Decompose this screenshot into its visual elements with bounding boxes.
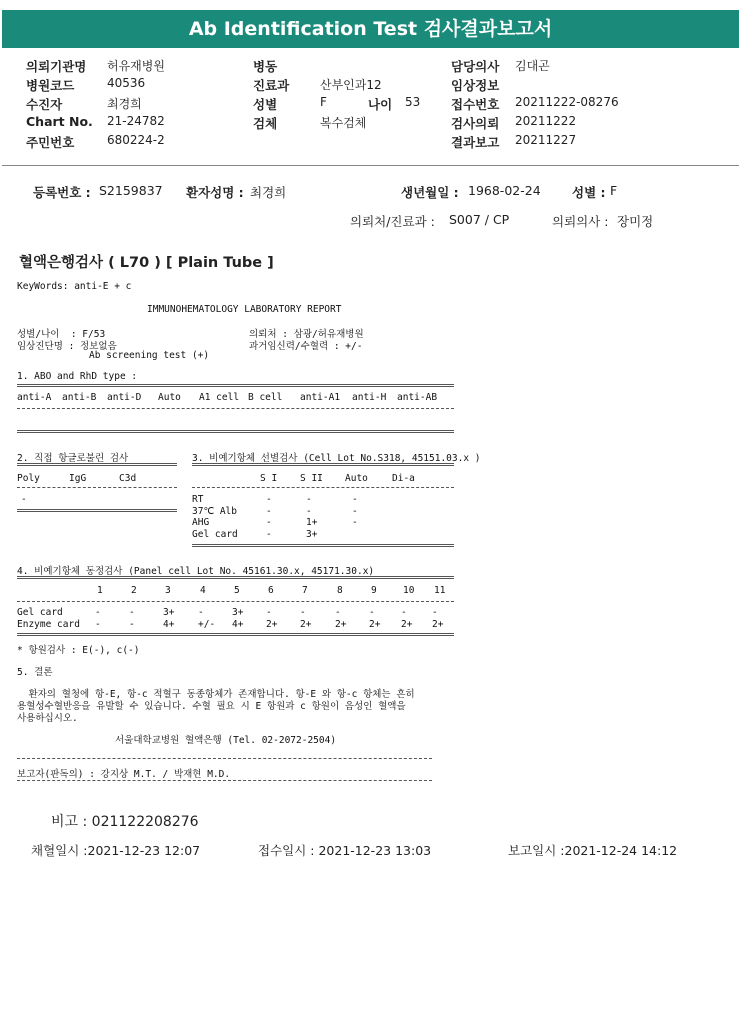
name-value: 최경희: [250, 185, 287, 200]
panel-column-header: 6: [268, 585, 274, 596]
panel-column-header: 10: [403, 585, 415, 596]
header-field-label: 주민번호: [26, 135, 75, 150]
screen-row-label: RT: [192, 494, 204, 505]
header-field-label: 담당의사: [451, 59, 500, 74]
header-field-value: 20211222: [515, 114, 577, 128]
panel-cell: +/-: [198, 618, 216, 630]
abo-column-header: B cell: [248, 392, 283, 403]
panel-row-label: Gel card: [17, 607, 63, 618]
abo-column-header: anti-AB: [397, 392, 438, 403]
panel-column-header: 2: [131, 585, 137, 596]
header-field-value: F: [320, 95, 327, 109]
header-field-label: 검체: [253, 116, 278, 131]
panel-cell: 2+: [266, 618, 278, 630]
name-label: 환자성명 :: [186, 185, 244, 200]
reporter-rule-1: [17, 758, 432, 759]
panel-cell: -: [300, 607, 306, 618]
panel-row-label: Enzyme card: [17, 618, 80, 630]
screen-cell: 1+: [306, 517, 318, 528]
header-field-label: 성별: [253, 97, 278, 112]
lab-title: IMMUNOHEMATOLOGY LABORATORY REPORT: [147, 304, 342, 315]
dat-value: -: [21, 494, 27, 505]
doctor-label: 의뢰의사 :: [552, 214, 609, 229]
abo-column-header: anti-H: [352, 392, 387, 403]
doctor-value: 장미정: [617, 214, 654, 229]
section-1-title: 1. ABO and RhD type :: [17, 371, 138, 382]
header-field-value: 20211227: [515, 133, 577, 147]
diagnosis: 임상진단명 : 정보없음: [17, 341, 117, 352]
reg-value: S2159837: [99, 183, 163, 198]
screen-column-header: S II: [300, 473, 323, 484]
header-field-value: 복수검체: [320, 116, 367, 130]
reg-label: 등록번호 :: [33, 185, 91, 200]
screen-column-header: S I: [260, 473, 278, 484]
header-field-label: 결과보고: [451, 135, 500, 150]
panel-column-header: 8: [337, 585, 343, 596]
section-3-title: 3. 비예기항체 선별검사 (Cell Lot No.S318, 45151.03.x ): [192, 453, 481, 464]
section-1-rule-3: [17, 430, 454, 433]
panel-cell: 2+: [432, 618, 444, 630]
panel-column-header: 7: [302, 585, 308, 596]
sex-label: 성별 :: [572, 185, 606, 200]
abo-column-header: anti-A: [17, 392, 52, 403]
report-time: 보고일시 :2021-12-24 14:12: [508, 843, 678, 858]
header-field-value: 최경희: [107, 97, 142, 111]
panel-cell: 2+: [401, 618, 413, 630]
header-field-label: 진료과: [253, 78, 290, 93]
panel-cell: 2+: [369, 618, 381, 630]
sex-age: 성별/나이 : F/53: [17, 329, 106, 340]
reporter-rule-2: [17, 780, 432, 781]
panel-cell: -: [266, 607, 272, 618]
panel-column-header: 5: [234, 585, 240, 596]
screen-cell: -: [352, 505, 358, 517]
receive-time: 접수일시 : 2021-12-23 13:03: [258, 843, 432, 858]
screen-cell: -: [306, 494, 312, 505]
panel-cell: -: [335, 607, 341, 618]
header-divider: [2, 165, 739, 166]
abo-column-header: anti-B: [62, 392, 97, 403]
panel-cell: 2+: [335, 618, 347, 630]
header-field-label: 병동: [253, 59, 278, 74]
panel-column-header: 3: [165, 585, 171, 596]
panel-column-header: 11: [434, 585, 446, 596]
screen-cell: -: [352, 517, 358, 528]
header-field-label: 임상정보: [451, 78, 500, 93]
history: 과거임신력/수혈력 : +/-: [249, 341, 363, 352]
panel-cell: -: [401, 607, 407, 618]
client: 의뢰처 : 삼광/허유재병원: [249, 329, 364, 340]
dept-value: S007 / CP: [449, 212, 510, 227]
screen-row-label: Gel card: [192, 528, 238, 540]
screen-cell: 3+: [306, 528, 318, 540]
reporter: 보고자(판독의) : 강지상 M.T. / 박재현 M.D.: [17, 769, 231, 780]
panel-cell: -: [95, 607, 101, 618]
abo-column-header: anti-D: [107, 392, 142, 403]
panel-cell: 3+: [232, 607, 244, 618]
panel-column-header: 4: [200, 585, 206, 596]
header-field-label: 의뢰기관명: [26, 59, 87, 74]
screen-cell: -: [266, 528, 272, 540]
dat-column-header: IgG: [69, 473, 87, 484]
section-2-rule-3: [17, 509, 177, 512]
header-field-label: 접수번호: [451, 97, 500, 112]
abo-column-header: A1 cell: [199, 392, 240, 403]
panel-cell: 3+: [163, 607, 175, 618]
collect-time: 채혈일시 :2021-12-23 12:07: [31, 843, 201, 858]
panel-column-header: 1: [97, 585, 103, 596]
section-2-title: 2. 직접 항글로불린 검사: [17, 453, 129, 464]
header-field-value: 김대곤: [515, 59, 550, 73]
sex-value: F: [610, 183, 618, 198]
section-1-rule-2: [17, 408, 454, 409]
screen-column-header: Di-a: [392, 473, 415, 484]
header-field-value: 20211222-08276: [515, 95, 619, 109]
panel-cell: -: [369, 607, 375, 618]
panel-column-header: 9: [371, 585, 377, 596]
panel-cell: 4+: [232, 618, 244, 630]
test-title: 혈액은행검사 ( L70 ) [ Plain Tube ]: [19, 255, 274, 271]
conclusion-line-2: 용혈성수혈반응을 유발할 수 있습니다. 수혈 필요 시 E 항원과 c 항원이 음성인 혈액을: [17, 701, 406, 712]
abo-column-header: anti-A1: [300, 392, 341, 403]
age-value: 53: [405, 95, 421, 109]
screening-result: Ab screening test (+): [89, 350, 210, 361]
note: 비고 : 021122208276: [51, 814, 199, 830]
section-4-rule-2: [17, 601, 454, 602]
screen-cell: -: [352, 494, 358, 505]
section-5-title: 5. 결론: [17, 667, 53, 678]
section-2-rule-2: [17, 487, 177, 488]
panel-cell: 4+: [163, 618, 175, 630]
dob-value: 1968-02-24: [468, 183, 541, 198]
panel-cell: -: [129, 618, 135, 630]
antigen-test: * 항원검사 : E(-), c(-): [17, 645, 140, 656]
conclusion-line-3: 사용하십시오.: [17, 713, 78, 724]
keywords: KeyWords: anti-E + c: [17, 281, 132, 292]
header-field-value: 산부인과12: [320, 78, 382, 92]
header-field-label: Chart No.: [26, 114, 93, 129]
header-field-value: 680224-2: [107, 133, 165, 147]
screen-row-label: 37℃ Alb: [192, 505, 237, 517]
section-2-rule: [17, 463, 177, 466]
section-4-rule-3: [17, 633, 454, 636]
header-field-value: 40536: [107, 76, 146, 90]
panel-cell: 2+: [300, 618, 312, 630]
dob-label: 생년월일 :: [401, 185, 459, 200]
report-title-banner: Ab Identification Test 검사결과보고서: [2, 10, 739, 48]
header-field-label: 수진자: [26, 97, 63, 112]
panel-cell: -: [129, 607, 135, 618]
dept-label: 의뢰처/진료과 :: [350, 214, 435, 229]
panel-cell: -: [95, 618, 101, 630]
panel-cell: -: [432, 607, 438, 618]
screen-cell: -: [266, 517, 272, 528]
header-field-value: 허유재병원: [107, 59, 165, 73]
age-label: 나이: [368, 97, 393, 112]
dat-column-header: Poly: [17, 473, 40, 484]
header-field-label: 병원코드: [26, 78, 75, 93]
screen-row-label: AHG: [192, 517, 210, 528]
screen-cell: -: [306, 505, 312, 517]
header-field-label: 검사의뢰: [451, 116, 500, 131]
panel-cell: -: [198, 607, 204, 618]
hospital-contact: 서울대학교병원 혈액은행 (Tel. 02-2072-2504): [115, 735, 337, 746]
abo-column-header: Auto: [158, 392, 181, 403]
section-1-rule: [17, 384, 454, 387]
dat-column-header: C3d: [119, 473, 137, 484]
section-3-rule-2: [192, 487, 454, 488]
section-3-rule: [192, 463, 454, 466]
section-4-title: 4. 비예기항체 동정검사 (Panel cell Lot No. 45161.30.x, 45171.30.x): [17, 566, 375, 577]
conclusion-line-1: 환자의 혈청에 항-E, 항-c 적혈구 동종항체가 존재합니다. 항-E 와 항-c 항체는 흔히: [17, 689, 415, 700]
screen-cell: -: [266, 494, 272, 505]
section-4-rule: [17, 576, 454, 579]
header-field-value: 21-24782: [107, 114, 165, 128]
screen-cell: -: [266, 505, 272, 517]
screen-column-header: Auto: [345, 473, 368, 484]
section-3-rule-3: [192, 544, 454, 547]
